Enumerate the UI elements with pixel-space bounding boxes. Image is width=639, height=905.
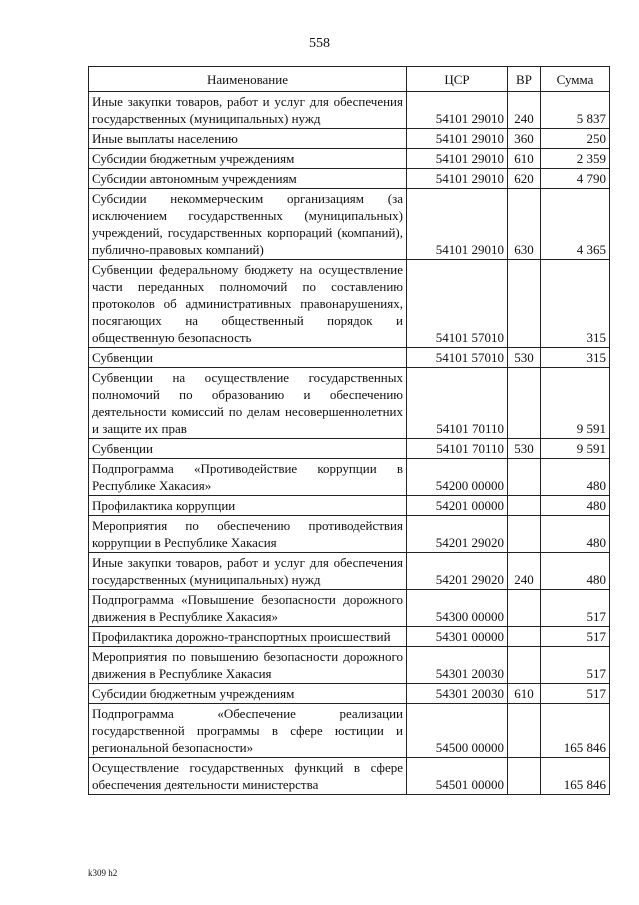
table-row xyxy=(89,439,610,459)
row-name: Иные закупки товаров, работ и услуг для обеспечения государственных (муниципальных) нужд xyxy=(89,92,407,129)
table-row xyxy=(89,647,610,684)
row-code: 54501 00000 xyxy=(407,758,508,795)
row-vr xyxy=(508,516,541,553)
table-row xyxy=(89,368,610,439)
row-name: Субсидии бюджетным учреждениям xyxy=(89,684,407,704)
table-row xyxy=(89,348,610,368)
row-name: Иные закупки товаров, работ и услуг для обеспечения государственных (муниципальных) нужд xyxy=(89,553,407,590)
table-row xyxy=(89,92,610,129)
row-name: Осуществление государственных функций в сфере обеспечения деятельности министерства xyxy=(89,758,407,795)
row-vr xyxy=(508,459,541,496)
header-name: Наименование xyxy=(89,67,407,92)
row-sum: 2 359 xyxy=(541,149,610,169)
row-code: 54500 00000 xyxy=(407,704,508,758)
row-sum: 517 xyxy=(541,684,610,704)
table-row xyxy=(89,149,610,169)
row-code: 54200 00000 xyxy=(407,459,508,496)
row-code: 54101 29010 xyxy=(407,169,508,189)
table-row xyxy=(89,260,610,348)
row-sum: 480 xyxy=(541,553,610,590)
row-sum: 165 846 xyxy=(541,704,610,758)
row-code: 54301 20030 xyxy=(407,647,508,684)
row-sum: 480 xyxy=(541,496,610,516)
row-code: 54101 29010 xyxy=(407,129,508,149)
row-sum: 480 xyxy=(541,516,610,553)
table-row xyxy=(89,516,610,553)
row-name: Мероприятия по обеспечению противодействия коррупции в Республике Хакасия xyxy=(89,516,407,553)
table-row xyxy=(89,496,610,516)
row-sum: 250 xyxy=(541,129,610,149)
row-vr: 620 xyxy=(508,169,541,189)
row-sum: 165 846 xyxy=(541,758,610,795)
row-vr: 630 xyxy=(508,189,541,260)
row-vr: 240 xyxy=(508,92,541,129)
row-sum: 315 xyxy=(541,348,610,368)
table-row xyxy=(89,627,610,647)
row-vr: 530 xyxy=(508,348,541,368)
row-name: Профилактика дорожно-транспортных происшествий xyxy=(89,627,407,647)
table-row xyxy=(89,758,610,795)
row-name: Субвенции на осуществление государственных полномочий по образованию и обеспечению деятельности комиссий по делам несовершеннолетних и защите их прав xyxy=(89,368,407,439)
row-name: Субвенции xyxy=(89,439,407,459)
row-code: 54101 29010 xyxy=(407,149,508,169)
page-number: 558 xyxy=(309,36,330,51)
row-code: 54300 00000 xyxy=(407,590,508,627)
row-code: 54101 57010 xyxy=(407,348,508,368)
table-body xyxy=(89,92,610,795)
row-name: Субсидии бюджетным учреждениям xyxy=(89,149,407,169)
row-vr xyxy=(508,590,541,627)
row-name: Подпрограмма «Повышение безопасности дорожного движения в Республике Хакасия» xyxy=(89,590,407,627)
row-code: 54201 29020 xyxy=(407,553,508,590)
row-vr xyxy=(508,260,541,348)
budget-table xyxy=(88,66,610,795)
row-vr: 240 xyxy=(508,553,541,590)
row-sum: 517 xyxy=(541,590,610,627)
row-vr xyxy=(508,627,541,647)
row-name: Мероприятия по повышению безопасности дорожного движения в Республике Хакасия xyxy=(89,647,407,684)
row-sum: 4 365 xyxy=(541,189,610,260)
row-sum: 5 837 xyxy=(541,92,610,129)
row-code: 54101 29010 xyxy=(407,92,508,129)
table-row xyxy=(89,169,610,189)
row-sum: 480 xyxy=(541,459,610,496)
row-sum: 315 xyxy=(541,260,610,348)
table-row xyxy=(89,129,610,149)
row-name: Иные выплаты населению xyxy=(89,129,407,149)
row-vr xyxy=(508,758,541,795)
row-code: 54301 20030 xyxy=(407,684,508,704)
row-sum: 9 591 xyxy=(541,439,610,459)
row-code: 54301 00000 xyxy=(407,627,508,647)
row-sum: 517 xyxy=(541,647,610,684)
row-name: Субвенции xyxy=(89,348,407,368)
header-vr: ВР xyxy=(508,67,541,92)
row-vr: 610 xyxy=(508,149,541,169)
row-vr xyxy=(508,368,541,439)
footer-code: k309 h2 xyxy=(88,868,118,878)
table-row xyxy=(89,590,610,627)
row-vr: 530 xyxy=(508,439,541,459)
row-vr: 610 xyxy=(508,684,541,704)
row-name: Подпрограмма «Обеспечение реализации государственной программы в сфере юстиции и региональной безопасности» xyxy=(89,704,407,758)
row-code: 54201 00000 xyxy=(407,496,508,516)
row-sum: 517 xyxy=(541,627,610,647)
row-vr: 360 xyxy=(508,129,541,149)
header-sum: Сумма xyxy=(541,67,610,92)
row-sum: 4 790 xyxy=(541,169,610,189)
table-row xyxy=(89,704,610,758)
row-code: 54101 70110 xyxy=(407,368,508,439)
row-sum: 9 591 xyxy=(541,368,610,439)
row-name: Субсидии автономным учреждениям xyxy=(89,169,407,189)
table-row xyxy=(89,459,610,496)
table-row xyxy=(89,189,610,260)
table-row xyxy=(89,684,610,704)
row-name: Субвенции федеральному бюджету на осуществление части переданных полномочий по составлению протоколов об административных правонарушениях, посягающих на общественный порядок и общественную безопасность xyxy=(89,260,407,348)
row-name: Субсидии некоммерческим организациям (за исключением государственных (муниципальных) учреждений, государственных корпораций (компаний), публично-правовых компаний) xyxy=(89,189,407,260)
row-name: Профилактика коррупции xyxy=(89,496,407,516)
row-code: 54101 70110 xyxy=(407,439,508,459)
row-vr xyxy=(508,496,541,516)
row-code: 54101 29010 xyxy=(407,189,508,260)
row-code: 54101 57010 xyxy=(407,260,508,348)
header-code: ЦСР xyxy=(407,67,508,92)
row-vr xyxy=(508,647,541,684)
table-header-row xyxy=(89,67,610,92)
table-row xyxy=(89,553,610,590)
row-name: Подпрограмма «Противодействие коррупции в Республике Хакасия» xyxy=(89,459,407,496)
row-code: 54201 29020 xyxy=(407,516,508,553)
row-vr xyxy=(508,704,541,758)
